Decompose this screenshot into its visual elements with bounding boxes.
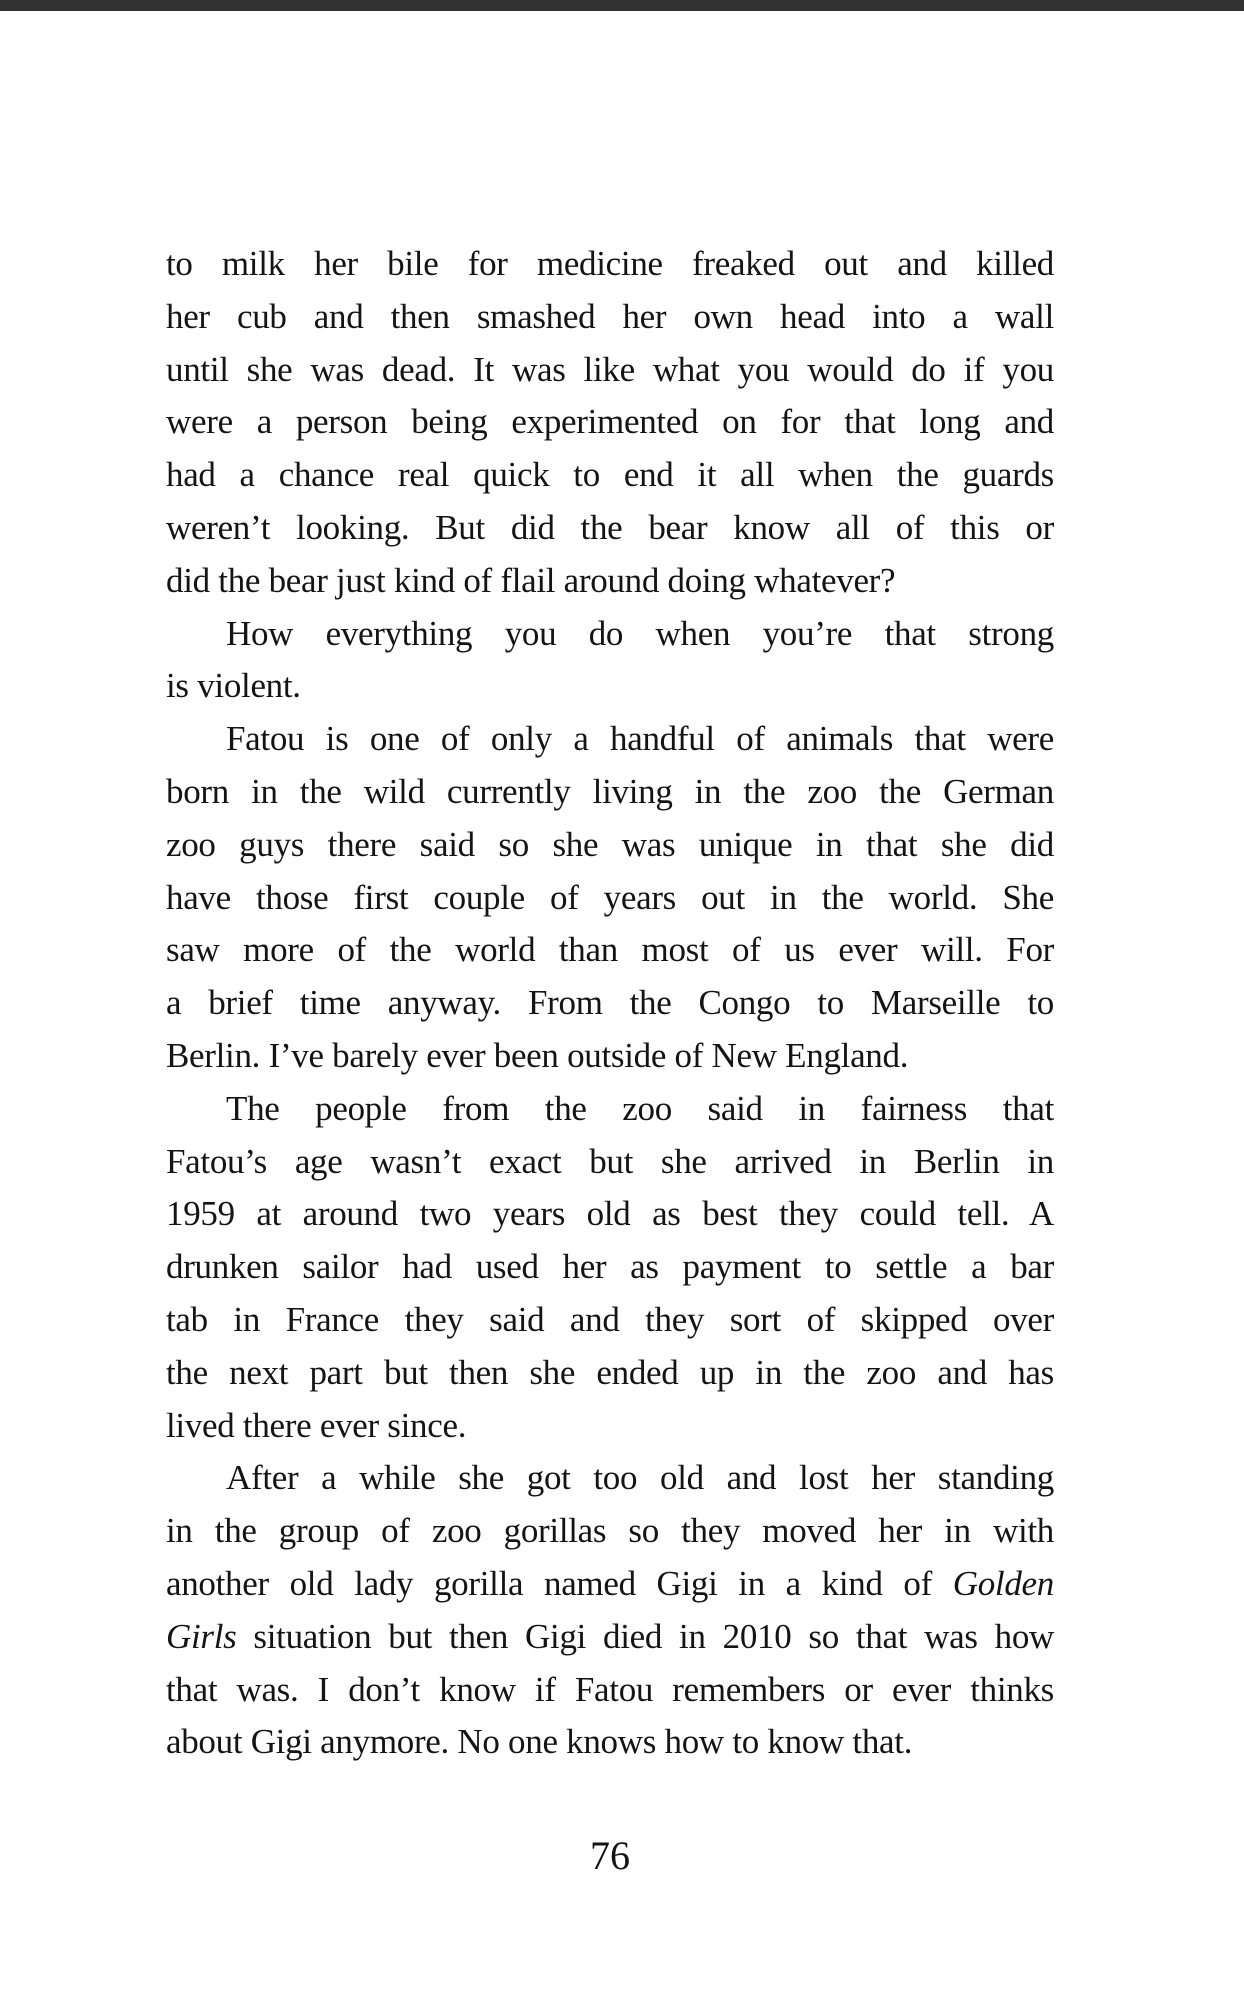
text-line — [166, 1400, 1054, 1453]
text-segment: drunken sailor had used her as payment to settle a bar — [166, 1247, 1054, 1287]
text-line — [166, 396, 1054, 449]
text-line — [166, 1611, 1054, 1664]
text-segment: The people from the zoo said in fairness that — [226, 1088, 1054, 1128]
text-segment: a brief time anyway. From the Congo to Marseille to — [166, 983, 1054, 1023]
text-segment: were a person being experimented on for that long and — [166, 402, 1054, 442]
text-line — [166, 344, 1054, 397]
text-line — [166, 555, 1054, 608]
text-segment: How everything you do when you’re that strong — [226, 613, 1054, 653]
text-segment: lived there ever since. — [166, 1405, 467, 1445]
text-segment: another old lady gorilla named Gigi in a kind of — [166, 1563, 953, 1603]
text-line — [166, 502, 1054, 555]
text-line — [166, 872, 1054, 925]
status-bar — [0, 0, 1244, 11]
text-line — [166, 291, 1054, 344]
text-line — [166, 1030, 1054, 1083]
text-segment: born in the wild currently living in the zoo the German — [166, 771, 1054, 811]
text-line — [166, 977, 1054, 1030]
text-segment: situation but then Gigi died in 2010 so that was how — [236, 1616, 1054, 1656]
text-segment: in the group of zoo gorillas so they moved her in with — [166, 1511, 1054, 1551]
text-line — [166, 1664, 1054, 1717]
text-segment: about Gigi anymore. No one knows how to know that. — [166, 1722, 913, 1762]
text-line — [166, 819, 1054, 872]
text-line — [166, 1716, 1054, 1769]
italic-text-segment: Golden — [952, 1563, 1054, 1603]
text-segment: 1959 at around two years old as best they could tell. A — [166, 1194, 1054, 1234]
text-segment: weren’t looking. But did the bear know all of this or — [166, 507, 1054, 547]
text-line — [166, 1347, 1054, 1400]
text-segment: Berlin. I’ve barely ever been outside of New England. — [166, 1035, 909, 1075]
text-line — [166, 1241, 1054, 1294]
text-line — [166, 608, 1054, 661]
text-line — [166, 1505, 1054, 1558]
text-line — [166, 449, 1054, 502]
text-segment: tab in France they said and they sort of skipped over — [166, 1299, 1054, 1339]
page-footer — [166, 1829, 1054, 1882]
text-line — [166, 660, 1054, 713]
text-line — [166, 1558, 1054, 1611]
text-segment: have those first couple of years out in the world. She — [166, 877, 1054, 917]
body-text — [166, 238, 1054, 1769]
italic-text-segment: Girls — [166, 1616, 237, 1656]
text-line — [166, 238, 1054, 291]
text-segment: her cub and then smashed her own head into a wall — [166, 296, 1054, 336]
text-line — [166, 713, 1054, 766]
text-segment: until she was dead. It was like what you would do if you — [166, 349, 1054, 389]
text-line — [166, 1452, 1054, 1505]
text-line — [166, 1136, 1054, 1189]
text-segment: the next part but then she ended up in the zoo and has — [166, 1352, 1054, 1392]
text-segment: did the bear just kind of flail around doing whatever? — [166, 560, 896, 600]
text-segment: After a while she got too old and lost her standing — [226, 1458, 1054, 1498]
text-line — [166, 924, 1054, 977]
text-line — [166, 1083, 1054, 1136]
text-segment: Fatou’s age wasn’t exact but she arrived in Berlin in — [166, 1141, 1054, 1181]
text-line — [166, 1188, 1054, 1241]
text-segment: that was. I don’t know if Fatou remembers or ever thinks — [166, 1669, 1054, 1709]
text-segment: is violent. — [166, 666, 301, 706]
text-line — [166, 1294, 1054, 1347]
text-segment: had a chance real quick to end it all when the guards — [166, 455, 1054, 495]
text-line — [166, 766, 1054, 819]
text-segment: zoo guys there said so she was unique in that she did — [166, 824, 1054, 864]
text-segment: saw more of the world than most of us ever will. For — [166, 930, 1054, 970]
page-number: 76 — [590, 1833, 630, 1878]
text-segment: to milk her bile for medicine freaked out and killed — [166, 244, 1054, 283]
text-segment: Fatou is one of only a handful of animals that were — [226, 719, 1054, 759]
